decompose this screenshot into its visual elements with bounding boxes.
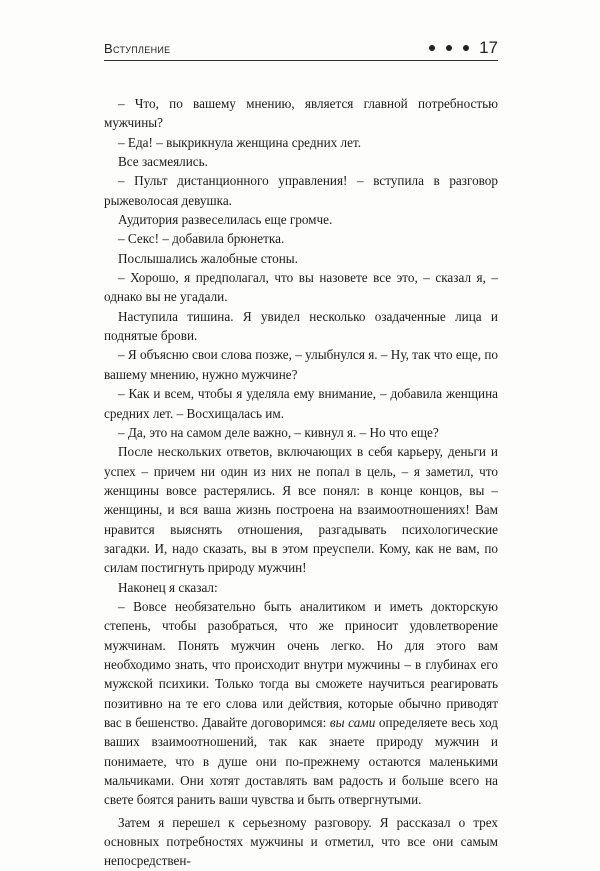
header-rule <box>104 60 498 61</box>
paragraph: – Секс! – добавила брюнетка. <box>118 231 285 247</box>
body-text <box>104 94 498 871</box>
paragraph: Все засмеялись. <box>118 154 208 170</box>
paragraph: Аудитория развеселилась еще громче. <box>118 212 333 228</box>
paragraph: – Пульт дистанционного управления! – вступила в разговор рыжеволосая девушка. <box>104 173 498 208</box>
text-run: определяете весь ход ваших взаимоотношений, так как знаете природу мужчин и понимаете, что в душе они по-прежнему остаются маленькими мальчиками. Они хотят доставлять вам радость и больше всего на свете боятся ранить ваши чувства и быть отвергнутыми. <box>104 715 498 808</box>
paragraph: – Да, это на самом деле важно, – кивнул я. – Но что еще? <box>118 424 439 440</box>
dot-icon <box>446 45 452 51</box>
running-header <box>104 38 498 58</box>
paragraph: – Еда! – выкрикнула женщина средних лет. <box>118 134 362 150</box>
paragraph: Послышались жалобные стоны. <box>118 250 298 266</box>
paragraph: После нескольких ответов, включающих в себя карьеру, деньги и успех – причем ни один из них не попал в цель, – я заметил, что женщины вовсе растерялись. Я все понял: в конце концов, вы – женщины, и вся ваша жизнь построена на взаимоотношениях! Вам нравится выяснять отношения, разгадывать психологические загадки. И, надо сказать, вы в этом преуспели. Кому, как не вам, по силам постигнуть природу мужчин! <box>104 444 498 576</box>
paragraph: – Хорошо, я предполагал, что вы назовете все это, – сказал я, – однако вы не угадали. <box>104 270 498 305</box>
page-number: 17 <box>479 38 498 57</box>
header-right <box>429 38 498 58</box>
paragraph: Наконец я сказал: <box>118 579 218 595</box>
paragraph: – Что, по вашему мнению, является главной потребностью мужчины? <box>104 96 498 131</box>
paragraph: – Как и всем, чтобы я уделяла ему внимание, – добавила женщина средних лет. – Восхищалась им. <box>104 386 498 421</box>
paragraph: Наступила тишина. Я увидел несколько озадаченные лица и поднятые брови. <box>104 308 498 344</box>
paragraph: – Я объясню свои слова позже, – улыбнулся я. – Ну, так что еще, по вашему мнению, нужно мужчине? <box>104 347 498 382</box>
dots-ornament-icon <box>429 45 469 51</box>
dot-icon <box>463 45 469 51</box>
emphasis-text: вы сами <box>329 715 376 730</box>
paragraph <box>104 597 498 810</box>
section-title: Вступление <box>104 40 171 56</box>
paragraph: Затем я перешел к серьезному разговору. Я рассказал о трех основных потребностях мужчины и отметил, что все они самым непосредствен- <box>104 814 498 869</box>
text-run: – Вовсе необязательно быть аналитиком и иметь докторскую степень, чтобы разобраться, что же приносит удовлетворение мужчинам. Понять мужчин очень легко. Но для этого вам необходимо знать, что происходит внутри мужчины – в глубинах его мужской психики. Только тогда вы сможете научиться реагировать позитивно на те его слова или действия, которые обычно приводят вас в бешенство. Давайте договоримся: <box>104 598 498 730</box>
dot-icon <box>429 45 435 51</box>
